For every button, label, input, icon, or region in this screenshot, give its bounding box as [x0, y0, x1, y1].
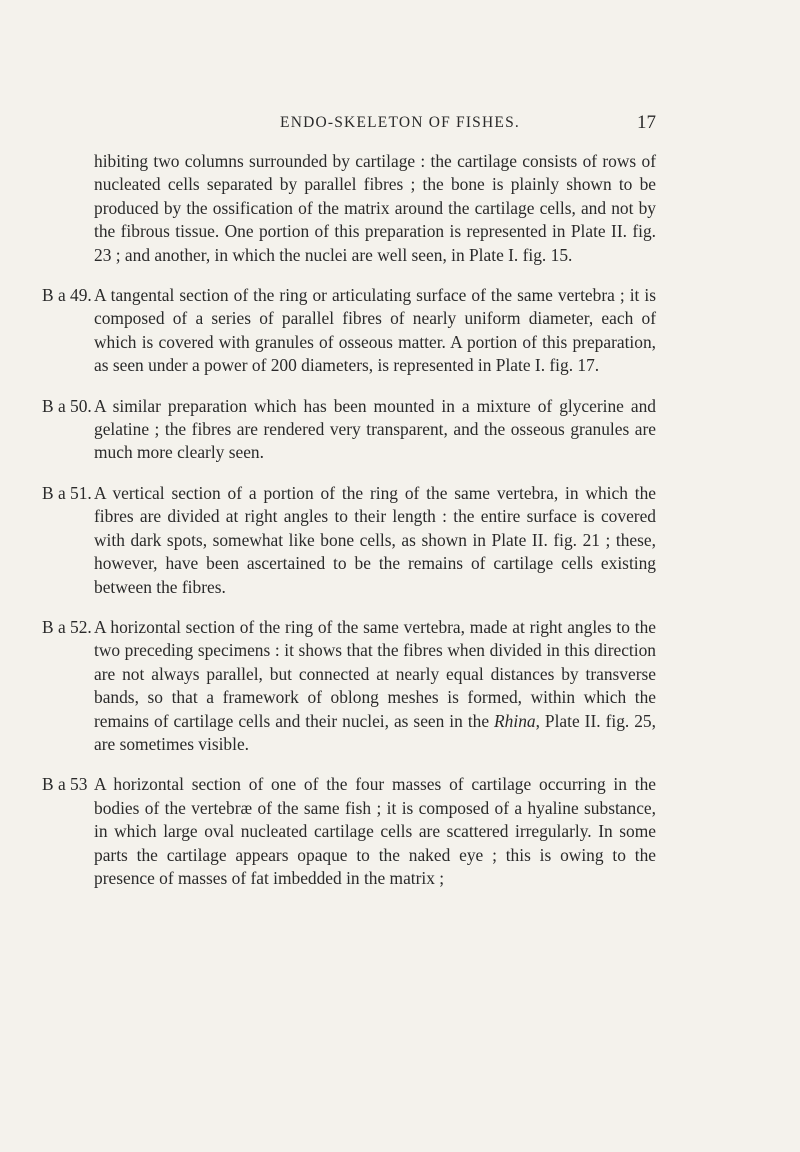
specimen-description: A tangental section of the ring or articulating surface of the same vertebra ; it is composed of a series of parallel fibres of nearly uniform diameter, each of which is covered with granules of osseous matter. A portion of this preparation, as seen under a power of 200 diameters, is represented in Plate I. fig. 17.	[94, 285, 656, 376]
specimen-ref: B a 49.	[42, 285, 92, 306]
specimen-entry-ba53	[42, 773, 656, 890]
specimen-ref: B a 50.	[42, 395, 92, 416]
body-text	[42, 150, 656, 890]
page-header	[0, 112, 800, 142]
specimen-entry-ba49	[42, 284, 656, 378]
specimen-ref: B a 51.	[42, 482, 92, 503]
specimen-description: A horizontal section of one of the four masses of cartilage occurring in the bodies of the vertebræ of the same fish ; it is composed of a hyaline substance, in which large oval nucleated cartilage cells are scattered irregularly. In some parts the cartilage appears opaque to the naked eye ; this is owing to the presence of masses of fat imbedded in the matrix ;	[94, 774, 656, 888]
genus-name: Rhina	[494, 710, 536, 731]
specimen-description: A similar preparation which has been mounted in a mixture of glycerine and gelatine ; the fibres are rendered very transparent, and the osseous granules are much more clearly seen.	[94, 395, 656, 463]
specimen-description: A vertical section of a portion of the ring of the same vertebra, in which the fibres are divided at right angles to their length : the entire surface is covered with dark spots, somewhat like bone cells, as shown in Plate II. fig. 21 ; these, however, have been ascertained to be the remains of cartilage cells existing between the fibres.	[94, 482, 656, 597]
specimen-description	[94, 616, 656, 756]
specimen-ref: B a 52.	[42, 616, 92, 637]
description-text: A horizontal section of the ring of the same vertebra, made at right angles to the two preceding specimens : it shows that the fibres when divided in this direction are not always parallel, but connected at nearly equal distances by transverse bands, so that a framework of oblong meshes is formed, within which the remains of cartilage cells and their nuclei, as seen in the	[94, 616, 656, 731]
specimen-entry-ba51	[42, 482, 656, 599]
specimen-ref: B a 53	[42, 774, 88, 795]
continuation-paragraph: hibiting two columns surrounded by cartilage : the cartilage consists of rows of nucleated cells separated by parallel fibres ; the bone is plainly shown to be produced by the ossification of the matrix around the cartilage cells, and not by the fibrous tissue. One portion of this preparation is represented in Plate II. fig. 23 ; and another, in which the nuclei are well seen, in Plate I. fig. 15.	[94, 151, 656, 265]
page-number: 17	[637, 112, 656, 133]
specimen-entry-ba50	[42, 395, 656, 465]
specimen-entry-ba52	[42, 616, 656, 756]
description-text: , Plate II. fig. 25, are sometimes visible.	[94, 710, 656, 754]
running-title: ENDO-SKELETON OF FISHES.	[280, 114, 520, 131]
